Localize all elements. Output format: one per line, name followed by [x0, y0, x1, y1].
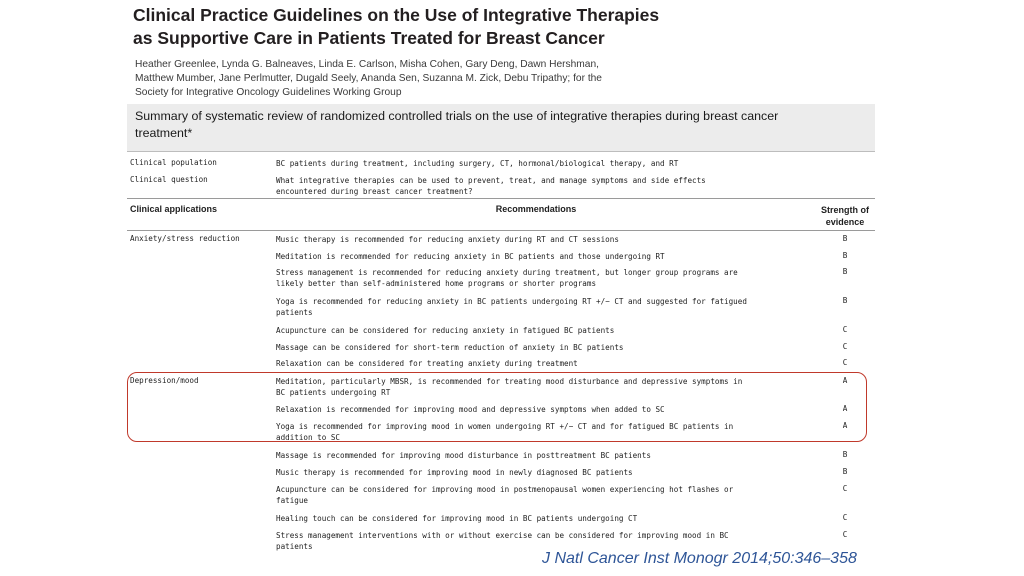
recommendation-text: Meditation, particularly MBSR, is recommended for treating mood disturbance and depressive symptoms in [276, 377, 743, 386]
recommendation-text: patients [276, 542, 313, 551]
evidence-grade: B [842, 234, 848, 243]
evidence-grade: B [842, 450, 848, 459]
journal-citation: J Natl Cancer Inst Monogr 2014;50:346–358 [542, 550, 857, 567]
row-label: Clinical population [130, 158, 217, 167]
header-strength-of-evidence: Strength of evidence [821, 205, 869, 227]
row-label: Clinical question [130, 175, 208, 184]
header-recommendations: Recommendations [495, 204, 577, 214]
caption-line: treatment* [135, 126, 193, 140]
author-line: Matthew Mumber, Jane Perlmutter, Dugald Seely, Ananda Sen, Suzanna M. Zick, Debu Tripathy; for the [135, 73, 602, 84]
evidence-grade: B [842, 296, 848, 305]
recommendation-text: Yoga is recommended for reducing anxiety in BC patients undergoing RT +/− CT and suggested for fatigued [276, 297, 747, 306]
recommendation-text: Meditation is recommended for reducing anxiety in BC patients and those undergoing RT [276, 252, 665, 261]
recommendation-text: Relaxation is recommended for improving mood and depressive symptoms when added to SC [276, 405, 665, 414]
evidence-grade: B [842, 467, 848, 476]
paper-title-line1: Clinical Practice Guidelines on the Use of Integrative Therapies [133, 5, 660, 25]
evidence-grade: C [842, 358, 848, 367]
table-caption-box [127, 104, 875, 152]
evidence-grade: C [842, 325, 848, 334]
table-rule [127, 198, 875, 199]
recommendation-text: Relaxation can be considered for treating anxiety during treatment [276, 359, 578, 368]
category-label: Depression/mood [130, 376, 199, 385]
evidence-grade: C [842, 484, 848, 493]
header-clinical-applications: Clinical applications [130, 204, 218, 214]
recommendation-text: Stress management is recommended for reducing anxiety during treatment, but longer group programs are [276, 268, 738, 277]
row-value: BC patients during treatment, including surgery, CT, hormonal/biological therapy, and RT [276, 159, 679, 168]
evidence-grade: A [842, 376, 848, 385]
author-line: Heather Greenlee, Lynda G. Balneaves, Linda E. Carlson, Misha Cohen, Gary Deng, Dawn Hershman, [135, 59, 599, 70]
paper-title-line2: as Supportive Care in Patients Treated for Breast Cancer [133, 28, 605, 48]
recommendation-text: fatigue [276, 496, 309, 505]
caption-line: Summary of systematic review of randomized controlled trials on the use of integrative therapies during breast cancer [135, 109, 779, 123]
depression-highlight-box [127, 372, 867, 442]
recommendation-text: Massage can be considered for short-term reduction of anxiety in BC patients [276, 343, 624, 352]
table-rule [127, 230, 875, 231]
recommendation-text: Massage is recommended for improving mood disturbance in posttreatment BC patients [276, 451, 651, 460]
recommendation-text: Yoga is recommended for improving mood in women undergoing RT +/− CT and for fatigued BC patients in [276, 422, 734, 431]
recommendation-text: Healing touch can be considered for improving mood in BC patients undergoing CT [276, 514, 638, 523]
recommendation-text: patients [276, 308, 313, 317]
recommendation-text: likely better than self-administered home programs or shorter programs [276, 279, 597, 288]
evidence-grade: C [842, 530, 848, 539]
author-line: Society for Integrative Oncology Guidelines Working Group [135, 87, 402, 98]
recommendation-text: Acupuncture can be considered for improving mood in postmenopausal women experiencing hot flashes or [276, 485, 734, 494]
recommendation-text: Music therapy is recommended for improving mood in newly diagnosed BC patients [276, 468, 633, 477]
recommendation-text: Acupuncture can be considered for reducing anxiety in fatigued BC patients [276, 326, 615, 335]
evidence-grade: C [842, 513, 848, 522]
paper-title [133, 4, 659, 50]
evidence-grade: A [842, 421, 848, 430]
recommendation-text: Music therapy is recommended for reducing anxiety during RT and CT sessions [276, 235, 619, 244]
evidence-grade: A [842, 404, 848, 413]
evidence-grade: B [842, 251, 848, 260]
recommendation-text: addition to SC [276, 433, 341, 442]
author-list [135, 58, 655, 100]
recommendation-text: BC patients undergoing RT [276, 388, 391, 397]
evidence-grade: B [842, 267, 848, 276]
row-value: What integrative therapies can be used to prevent, treat, and manage symptoms and side effects encountered during breast cancer treatment? [276, 176, 706, 196]
evidence-grade: C [842, 342, 848, 351]
recommendation-text: Stress management interventions with or without exercise can be considered for improving mood in BC [276, 531, 729, 540]
category-label: Anxiety/stress reduction [130, 234, 240, 243]
